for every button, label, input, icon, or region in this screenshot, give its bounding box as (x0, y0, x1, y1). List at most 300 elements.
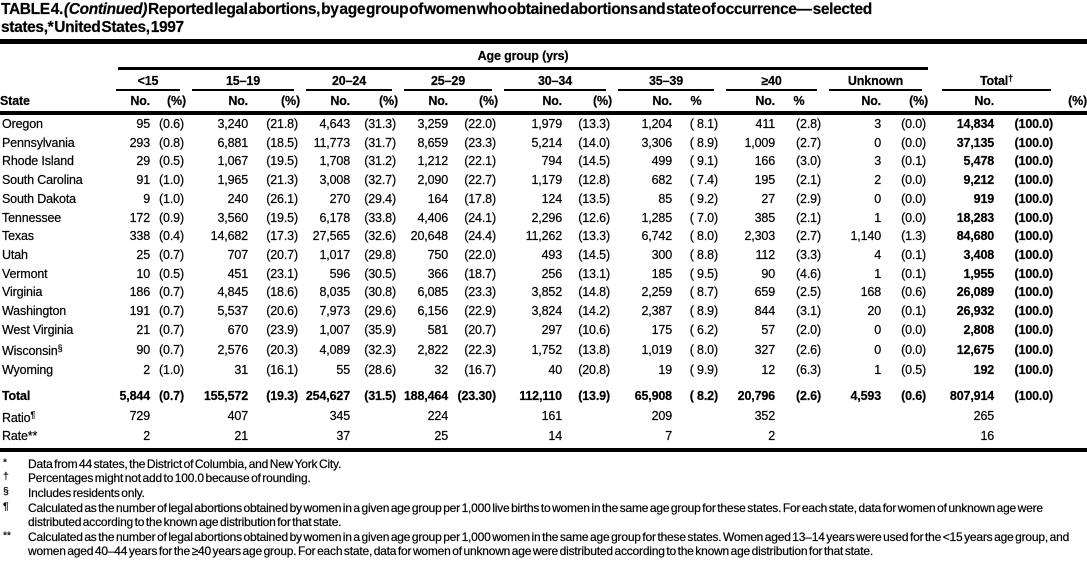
no-cell: 670 (227, 322, 248, 337)
pct-cell: (100.0) (1014, 363, 1054, 378)
pct-cell: (2.1) (796, 173, 821, 188)
no-cell: 164 (427, 191, 448, 206)
no-cell: 4 (874, 247, 881, 262)
no-cell: 112,110 (519, 388, 562, 403)
pct-cell (248, 406, 300, 428)
pct-cell: (19.3) (266, 388, 298, 403)
no-cell: 11,262 (525, 229, 562, 244)
no-cell: 37 (336, 429, 350, 444)
pct-cell (672, 406, 720, 428)
pct-cell: (22.3) (464, 342, 496, 357)
pct-cell: (29.4) (364, 191, 396, 206)
pct-cell: (100.0) (1014, 304, 1054, 319)
abortions-by-age-table (0, 49, 1087, 446)
title-text-line2: states,* United States, 1997 (1, 18, 184, 36)
pct-cell: ( 6.2) (689, 322, 718, 337)
col-group-header: 30–34 (498, 70, 612, 91)
no-cell: 166 (754, 154, 775, 169)
no-cell: 1,017 (319, 247, 350, 262)
pct-cell: (0.0) (901, 322, 927, 337)
no-cell: 7 (665, 429, 672, 444)
pct-cell: (22.1) (464, 154, 496, 169)
footnote-text: Calculated as the number of legal abortions obtained by women in a given age group per 1,000 women in the same age group for these states. Women aged 13–14 years were used for the <15 years age group, and women aged 40–44 years for the ≥40 years age group. For each state, data for women of unknown age were distributed according to the known age distribution for that state. (28, 529, 1070, 559)
no-cell: 55 (336, 363, 350, 378)
table-row-state (0, 246, 1087, 265)
pct-cell: (20.7) (464, 322, 496, 337)
pct-cell: (0.7) (159, 388, 184, 403)
no-cell: 9,212 (963, 173, 995, 188)
pct-cell: (0.0) (901, 117, 927, 131)
state-cell: Wyoming (2, 363, 53, 378)
no-cell: 0 (874, 135, 881, 150)
no-header: No. (720, 91, 775, 113)
pct-header: (%) (448, 91, 498, 113)
no-cell: 172 (129, 210, 150, 225)
table-title (0, 0, 1087, 44)
no-cell: 411 (755, 117, 775, 131)
footnote-marker: * (3, 456, 7, 469)
no-cell: 3,240 (217, 117, 248, 131)
pct-header: (%) (881, 91, 928, 113)
no-cell: 8,035 (319, 285, 350, 300)
no-cell: 256 (541, 266, 562, 281)
table-row-rate (0, 427, 1087, 446)
no-cell: 4,593 (850, 388, 881, 403)
no-cell: 493 (541, 247, 562, 262)
no-cell: 27,565 (312, 229, 350, 244)
pct-cell: (29.6) (364, 304, 396, 319)
pct-cell: (18.7) (464, 266, 496, 281)
pct-cell: ( 8.2) (689, 388, 718, 403)
col-group-header: Unknown (823, 70, 928, 91)
pct-cell: ( 7.4) (689, 173, 718, 188)
pct-cell: (0.7) (159, 322, 184, 337)
pct-cell: (19.5) (266, 154, 298, 169)
table-row-total (0, 387, 1087, 406)
table-row-state (0, 361, 1087, 380)
state-cell: Wisconsin§ (2, 343, 63, 359)
pct-cell: (17.3) (266, 229, 298, 244)
pct-cell: (32.3) (364, 342, 396, 357)
state-cell: West Virginia (2, 322, 74, 337)
col-group-header: 20–24 (300, 70, 398, 91)
pct-cell: (0.1) (901, 154, 927, 169)
pct-cell: (22.0) (464, 247, 496, 262)
pct-cell: (2.0) (796, 322, 821, 337)
no-header: No. (300, 91, 350, 113)
no-cell: 270 (329, 191, 350, 206)
pct-cell: (31.7) (364, 135, 396, 150)
pct-cell: (32.6) (364, 229, 396, 244)
pct-cell: (2.5) (796, 285, 821, 300)
no-cell: 2,822 (417, 342, 448, 357)
no-cell: 3,852 (531, 285, 562, 300)
no-cell: 254,627 (305, 388, 350, 403)
pct-cell (448, 427, 498, 446)
pct-cell (881, 406, 928, 428)
no-cell (823, 427, 881, 446)
no-cell: 209 (651, 409, 672, 424)
table-bottom-rule (0, 448, 1087, 452)
no-cell: 1,179 (531, 173, 562, 188)
pct-cell: (12.6) (578, 210, 610, 225)
no-cell: 345 (329, 409, 350, 424)
no-cell: 40 (548, 363, 562, 378)
pct-cell: (1.3) (901, 229, 927, 244)
pct-cell: (18.5) (266, 135, 298, 150)
no-cell: 293 (129, 135, 150, 150)
pct-cell: (100.0) (1014, 229, 1054, 244)
pct-cell: ( 8.9) (689, 135, 718, 150)
pct-cell: ( 8.9) (689, 304, 718, 319)
pct-cell: (100.0) (1014, 266, 1054, 281)
footnote-marker: ¶ (3, 500, 9, 513)
no-cell: 32 (434, 363, 448, 378)
pct-cell: (17.8) (464, 191, 496, 206)
no-cell: 1 (874, 266, 881, 281)
no-cell: 26,932 (956, 304, 995, 319)
no-cell: 1,979 (531, 117, 562, 131)
pct-cell: ( 9.5) (689, 266, 718, 281)
no-header: No. (928, 91, 994, 113)
pct-cell (448, 406, 498, 428)
pct-cell: (3.0) (796, 154, 821, 169)
state-cell: Ratio¶ (2, 409, 36, 425)
no-cell: 844 (754, 304, 775, 319)
no-cell: 7,973 (319, 304, 350, 319)
no-cell: 25 (434, 429, 448, 444)
no-cell: 4,406 (417, 210, 448, 225)
no-cell: 31 (234, 363, 248, 378)
no-cell: 9 (143, 191, 150, 206)
no-cell: 2,387 (641, 304, 672, 319)
pct-cell: (3.1) (796, 304, 821, 319)
no-cell: 124 (541, 191, 562, 206)
pct-cell: (2.8) (796, 117, 821, 131)
no-cell: 3 (874, 154, 881, 169)
pct-cell: (28.6) (364, 363, 396, 378)
no-cell: 27 (761, 191, 775, 206)
no-cell: 499 (651, 154, 672, 169)
pct-cell: (0.7) (159, 342, 184, 357)
pct-header: (%) (248, 91, 300, 113)
no-header: No. (823, 91, 881, 113)
state-cell: Washington (2, 304, 67, 319)
no-cell: 14,834 (956, 117, 995, 131)
pct-cell: (0.1) (901, 247, 927, 262)
no-cell: 20 (867, 304, 881, 319)
no-cell: 155,572 (203, 388, 248, 403)
state-cell: Rhode Island (2, 154, 74, 169)
no-cell: 14 (548, 429, 562, 444)
pct-cell (562, 427, 612, 446)
no-cell: 20,648 (410, 229, 448, 244)
pct-cell (775, 427, 823, 446)
pct-cell (672, 427, 720, 446)
pct-cell: (31.5) (364, 388, 396, 403)
pct-cell: (31.3) (364, 117, 396, 131)
pct-cell: (0.9) (159, 210, 184, 225)
pct-cell: ( 8.8) (689, 247, 718, 262)
pct-cell: (14.2) (578, 304, 610, 319)
pct-cell: (0.7) (159, 285, 184, 300)
no-cell: 300 (651, 247, 672, 262)
state-column-spacer (0, 70, 110, 91)
table-row-state (0, 283, 1087, 302)
pct-cell: (100.0) (1014, 322, 1054, 337)
no-cell: 192 (973, 363, 995, 378)
pct-cell: (22.7) (464, 173, 496, 188)
pct-cell: ( 9.9) (689, 363, 718, 378)
footnote-ref: ¶ (30, 409, 36, 420)
pct-cell: (13.8) (578, 342, 610, 357)
no-cell: 185 (651, 266, 672, 281)
pct-cell: (0.5) (159, 266, 184, 281)
pct-cell: (24.4) (464, 229, 496, 244)
no-cell: 3,408 (963, 247, 995, 262)
pct-cell (350, 427, 398, 446)
no-cell: 90 (761, 266, 775, 281)
no-cell: 1,955 (963, 266, 995, 281)
state-cell: Pennsylvania (2, 135, 75, 150)
no-cell: 10 (136, 266, 150, 281)
no-cell: 191 (129, 304, 150, 319)
no-cell: 5,478 (963, 154, 995, 169)
no-cell: 175 (651, 322, 672, 337)
no-cell: 3,306 (641, 135, 672, 150)
no-cell: 29 (136, 154, 150, 169)
pct-cell: (0.6) (901, 388, 927, 403)
pct-cell: (21.8) (266, 117, 298, 131)
pct-cell: (18.6) (266, 285, 298, 300)
pct-cell: (0.8) (159, 135, 184, 150)
no-cell: 4,089 (319, 342, 350, 357)
no-cell: 95 (136, 117, 150, 131)
pct-cell: (100.0) (1014, 342, 1054, 357)
footnote-text: Includes residents only. (28, 486, 145, 501)
pct-cell: (4.6) (796, 266, 821, 281)
no-cell: 91 (136, 173, 150, 188)
no-cell: 1,009 (744, 135, 775, 150)
footnote-marker: ** (3, 529, 11, 542)
pct-cell (881, 427, 928, 446)
state-column-spacer (0, 49, 110, 70)
no-cell: 1 (874, 210, 881, 225)
footnotes (0, 457, 1087, 559)
pct-cell: (30.8) (364, 285, 396, 300)
no-cell: 2 (768, 429, 775, 444)
pct-cell: (12.8) (578, 173, 610, 188)
no-cell: 6,156 (417, 304, 448, 319)
no-cell: 1,140 (850, 229, 881, 244)
pct-cell: (100.0) (1014, 154, 1054, 169)
pct-cell (562, 406, 612, 428)
footnote-ref: § (57, 343, 63, 354)
footnote (0, 530, 1087, 559)
no-cell: 188,464 (403, 388, 448, 403)
no-cell: 11,773 (313, 135, 350, 150)
pct-cell: (23.3) (464, 135, 496, 150)
pct-cell: (23.30) (457, 388, 496, 403)
no-cell: 3,008 (319, 173, 350, 188)
no-cell: 3,824 (531, 304, 562, 319)
no-cell: 6,742 (641, 229, 672, 244)
no-cell: 21 (136, 322, 150, 337)
pct-cell: (26.1) (266, 191, 298, 206)
total-column-spacer (928, 49, 1087, 70)
pct-cell: (13.1) (578, 266, 610, 281)
table-row-state (0, 190, 1087, 209)
table-row-state (0, 113, 1087, 134)
no-cell: 265 (973, 409, 995, 424)
footnote-text: Calculated as the number of legal abortions obtained by women in a given age group per 1,000 live births to women in the same age group for these states. For each state, data for women of unknown age were distributed according to the known age distribution for that state. (28, 500, 1043, 530)
no-cell: 297 (541, 322, 562, 337)
pct-cell: ( 8.0) (689, 342, 718, 357)
pct-cell: (2.6) (796, 388, 821, 403)
no-header: No. (498, 91, 562, 113)
footnote (0, 501, 1087, 530)
pct-header: (%) (562, 91, 612, 113)
no-cell: 682 (651, 173, 672, 188)
pct-cell: (2.1) (796, 210, 821, 225)
no-cell: 2,303 (744, 229, 775, 244)
pct-cell (775, 406, 823, 428)
no-cell: 5,214 (531, 135, 562, 150)
pct-cell: ( 9.2) (689, 191, 718, 206)
col-group-header: 15–19 (186, 70, 300, 91)
pct-cell: (14.5) (578, 247, 610, 262)
no-cell: 65,908 (634, 388, 672, 403)
pct-cell: (100.0) (1014, 191, 1054, 206)
no-cell: 168 (860, 285, 881, 300)
pct-cell: (100.0) (1014, 117, 1054, 131)
state-header: State (0, 91, 110, 113)
no-cell: 0 (874, 342, 881, 357)
no-cell: 407 (227, 409, 248, 424)
pct-cell: (2.7) (796, 135, 821, 150)
pct-cell: (16.1) (266, 363, 298, 378)
footnote-text: Percentages might not add to 100.0 because of rounding. (28, 471, 311, 486)
pct-cell: (100.0) (1014, 173, 1054, 188)
no-cell: 14,682 (210, 229, 248, 244)
pct-cell: (0.0) (901, 191, 927, 206)
pct-cell: (0.6) (159, 117, 184, 131)
no-cell: 794 (541, 154, 562, 169)
table-row-state (0, 134, 1087, 153)
pct-cell: (35.9) (364, 322, 396, 337)
no-cell: 2 (143, 429, 150, 444)
pct-cell: (3.3) (796, 247, 821, 262)
pct-cell: (16.7) (464, 363, 496, 378)
footnote (0, 471, 1087, 486)
pct-header: (%) (150, 91, 186, 113)
pct-cell: (100.0) (1014, 285, 1054, 300)
no-cell: 12 (761, 363, 775, 378)
no-cell: 161 (541, 409, 562, 424)
state-cell: South Carolina (2, 173, 83, 188)
pct-cell: (0.5) (159, 154, 184, 169)
pct-cell: (1.0) (159, 363, 184, 378)
table-row-ratio (0, 406, 1087, 428)
no-cell: 707 (227, 247, 248, 262)
pct-cell: (22.0) (464, 117, 496, 131)
col-group-header: Total† (928, 70, 1087, 91)
pct-cell: (100.0) (1014, 247, 1054, 262)
footnote-marker: § (3, 485, 9, 498)
footnote-text: Data from 44 states, the District of Columbia, and New York City. (28, 456, 342, 471)
no-cell: 385 (754, 210, 775, 225)
pct-cell: (1.0) (159, 191, 184, 206)
no-cell: 12,675 (956, 342, 995, 357)
no-header: No. (186, 91, 248, 113)
no-cell: 21 (234, 429, 248, 444)
pct-cell: (23.9) (266, 322, 298, 337)
no-cell: 2,296 (531, 210, 562, 225)
no-cell: 338 (129, 229, 150, 244)
no-header: No. (612, 91, 672, 113)
pct-cell: (2.6) (796, 342, 821, 357)
pct-header: % (672, 91, 720, 113)
pct-cell: (33.8) (364, 210, 396, 225)
no-cell: 5,844 (119, 388, 150, 403)
pct-cell: (21.3) (266, 173, 298, 188)
pct-cell: (2.9) (796, 191, 821, 206)
pct-cell: (0.0) (901, 210, 927, 225)
pct-cell: (31.2) (364, 154, 396, 169)
no-cell: 3 (874, 117, 881, 131)
no-cell: 2,808 (963, 322, 995, 337)
spacer-row (0, 380, 1087, 387)
no-cell: 919 (973, 191, 995, 206)
pct-cell: (29.8) (364, 247, 396, 262)
state-cell: Vermont (2, 266, 48, 281)
pct-cell: ( 8.7) (689, 285, 718, 300)
no-cell: 224 (427, 409, 448, 424)
no-cell: 37,135 (956, 135, 995, 150)
no-cell: 4,643 (319, 117, 350, 131)
table-number: TABLE 4. (1, 1, 63, 18)
no-cell: 1,965 (217, 173, 248, 188)
no-cell: 57 (761, 322, 775, 337)
col-group-header: ≥40 (720, 70, 823, 91)
pct-cell: (20.7) (266, 247, 298, 262)
pct-cell: (13.3) (578, 229, 610, 244)
pct-cell: (20.3) (266, 342, 298, 357)
title-text-line1: Reported legal abortions, by age group of women who obtained abortions and state of occurrence— selected (148, 1, 872, 18)
footnote-ref: † (1008, 73, 1014, 83)
no-cell: 366 (427, 266, 448, 281)
no-cell: 84,680 (956, 229, 995, 244)
pct-cell: (13.3) (578, 117, 610, 131)
no-cell: 8,659 (417, 135, 448, 150)
pct-cell: ( 7.0) (689, 210, 718, 225)
no-cell: 581 (427, 322, 448, 337)
no-cell: 195 (754, 173, 775, 188)
pct-cell: (100.0) (1014, 210, 1054, 225)
no-cell: 6,085 (417, 285, 448, 300)
no-cell: 1,019 (641, 342, 672, 357)
age-group-span-label: Age group (yrs) (118, 49, 928, 70)
no-cell: 20,796 (737, 388, 775, 403)
pct-header: (%) (350, 91, 398, 113)
no-cell: 0 (874, 322, 881, 337)
no-cell: 1,752 (531, 342, 562, 357)
table-row-state (0, 321, 1087, 340)
state-cell: Total (2, 388, 31, 403)
pct-cell: (23.3) (464, 285, 496, 300)
no-cell (823, 406, 881, 428)
no-cell: 2,259 (641, 285, 672, 300)
